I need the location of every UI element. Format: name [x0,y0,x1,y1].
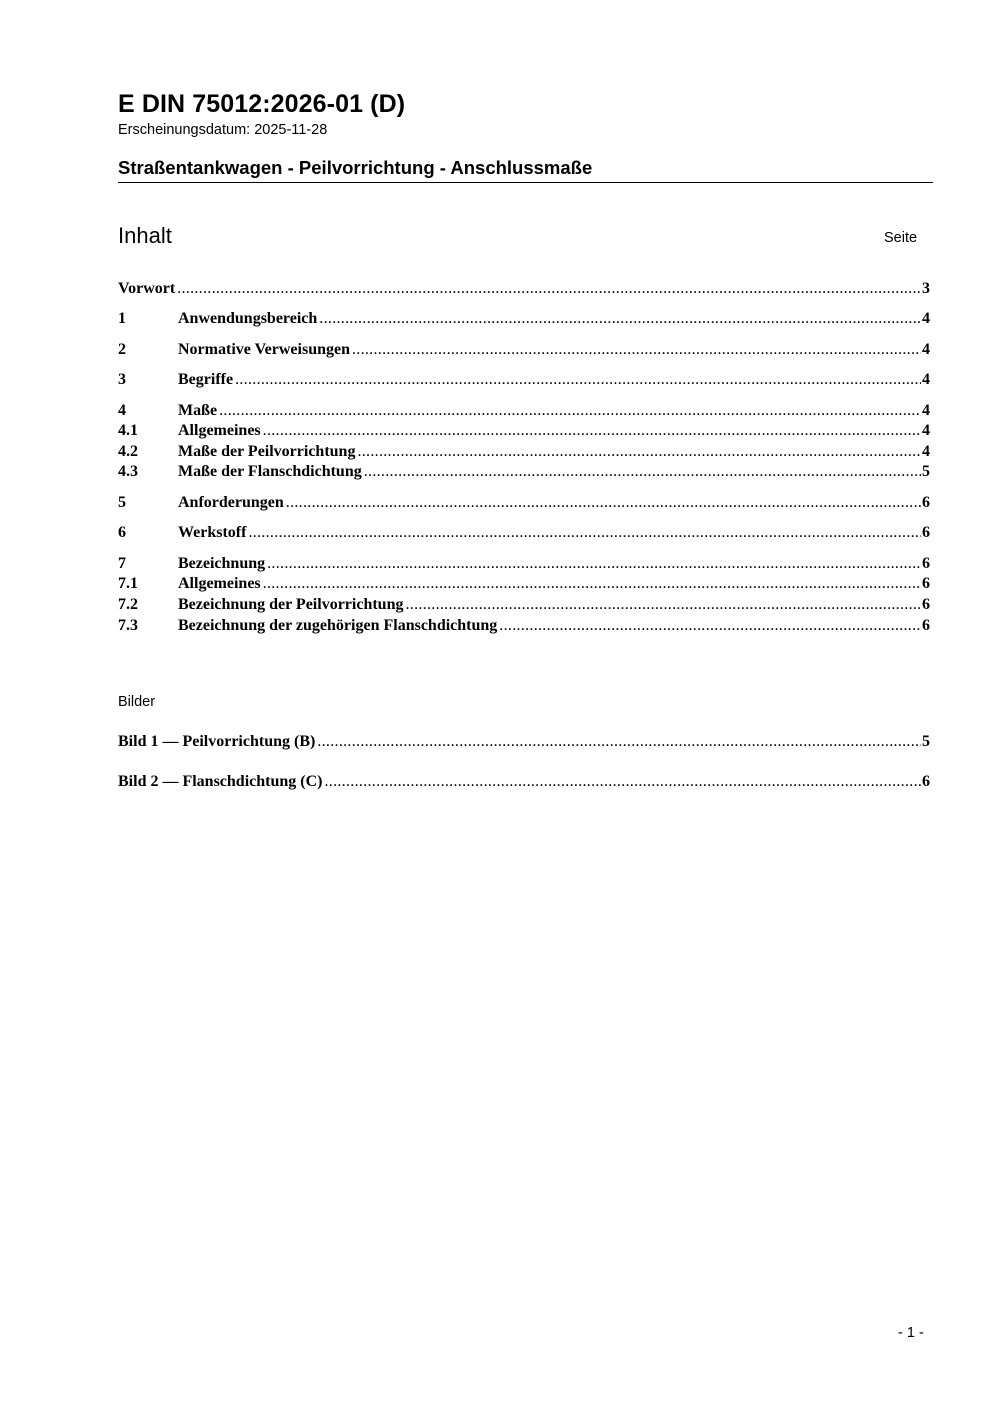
toc-entry-page: 6 [922,575,930,592]
toc-entry-4-3[interactable] [118,463,930,482]
figures-heading: Bilder [118,694,156,710]
publication-date: Erscheinungsdatum: 2025-11-28 [118,122,328,138]
toc-entry-page: 4 [922,341,930,358]
toc-dot-leader [324,773,921,791]
toc-entry-title: Vorwort [118,280,176,297]
toc-entry-number: 4 [118,402,126,419]
toc-entry-title: Allgemeines [178,422,261,439]
toc-entry-number: 7.1 [118,575,138,592]
toc-entry-title: Maße der Flanschdichtung [178,463,362,480]
toc-entry-number: 4.3 [118,463,138,480]
toc-entry-4[interactable] [118,402,930,421]
toc-entry-page: 6 [922,494,930,511]
toc-dot-leader [352,341,921,359]
title-underline [118,182,933,183]
toc-entry-number: 7.2 [118,596,138,613]
toc-entry-title: Bezeichnung der Peilvorrichtung [178,596,404,613]
toc-entry-page: 4 [922,310,930,327]
toc-entry-page: 6 [922,617,930,634]
toc-entry-number: 7.3 [118,617,138,634]
figure-entry-title: Bild 1 — Peilvorrichtung (B) [118,733,316,750]
toc-dot-leader [405,596,921,614]
toc-entry-7-2[interactable] [118,596,930,615]
toc-entry-number: 7 [118,555,126,572]
toc-dot-leader [267,555,921,573]
toc-entry-title: Normative Verweisungen [178,341,350,358]
toc-dot-leader [235,371,921,389]
toc-entry-page: 4 [922,402,930,419]
toc-entry-title: Maße [178,402,218,419]
document-id: E DIN 75012:2026-01 (D) [118,90,406,118]
figure-entry-page: 6 [922,773,930,790]
toc-dot-leader [219,402,921,420]
toc-entry-number: 1 [118,310,126,327]
toc-entry-title: Allgemeines [178,575,261,592]
toc-entry-1[interactable] [118,310,930,329]
figure-entry-2[interactable] [118,773,930,792]
page-number: - 1 - [898,1325,924,1341]
toc-entry-number: 6 [118,524,126,541]
toc-entry-7[interactable] [118,555,930,574]
toc-entry-6[interactable] [118,524,930,543]
toc-entry-number: 4.1 [118,422,138,439]
figure-entry-page: 5 [922,733,930,750]
toc-entry-title: Werkstoff [178,524,247,541]
toc-entry-number: 4.2 [118,443,138,460]
toc-entry-4-2[interactable] [118,443,930,462]
toc-entry-number: 2 [118,341,126,358]
toc-entry-title: Bezeichnung der zugehörigen Flanschdichtung [178,617,498,634]
toc-dot-leader [248,524,921,542]
toc-dot-leader [263,575,921,593]
toc-entry-page: 4 [922,371,930,388]
toc-dot-leader [263,422,921,440]
toc-page-column-label: Seite [884,230,918,246]
toc-entry-page: 5 [922,463,930,480]
toc-entry-number: 3 [118,371,126,388]
toc-entry-title: Bezeichnung [178,555,266,572]
toc-dot-leader [357,443,921,461]
toc-entry-2[interactable] [118,341,930,360]
toc-entry-title: Maße der Peilvorrichtung [178,443,356,460]
figure-entry-1[interactable] [118,733,930,752]
toc-entry-page: 4 [922,443,930,460]
toc-dot-leader [364,463,921,481]
toc-dot-leader [499,617,921,635]
toc-entry-4-1[interactable] [118,422,930,441]
toc-dot-leader [319,310,921,328]
figure-entry-title: Bild 2 — Flanschdichtung (C) [118,773,323,790]
toc-entry-title: Begriffe [178,371,234,388]
toc-entry-3[interactable] [118,371,930,390]
toc-entry-page: 6 [922,524,930,541]
toc-entry-page: 4 [922,422,930,439]
toc-entry-page: 6 [922,555,930,572]
document-title: Straßentankwagen - Peilvorrichtung - Anschlussmaße [118,157,593,178]
toc-entry-page: 6 [922,596,930,613]
toc-entry-title: Anforderungen [178,494,284,511]
toc-dot-leader [177,280,921,298]
toc-entry-7-3[interactable] [118,617,930,636]
toc-heading: Inhalt [118,223,172,248]
toc-entry-title: Anwendungsbereich [178,310,318,327]
toc-entry-7-1[interactable] [118,575,930,594]
toc-dot-leader [286,494,921,512]
toc-entry-number: 5 [118,494,126,511]
toc-entry-5[interactable] [118,494,930,513]
toc-entry-page: 3 [922,280,930,297]
toc-entry-foreword[interactable] [118,280,930,299]
toc-dot-leader [317,733,921,751]
